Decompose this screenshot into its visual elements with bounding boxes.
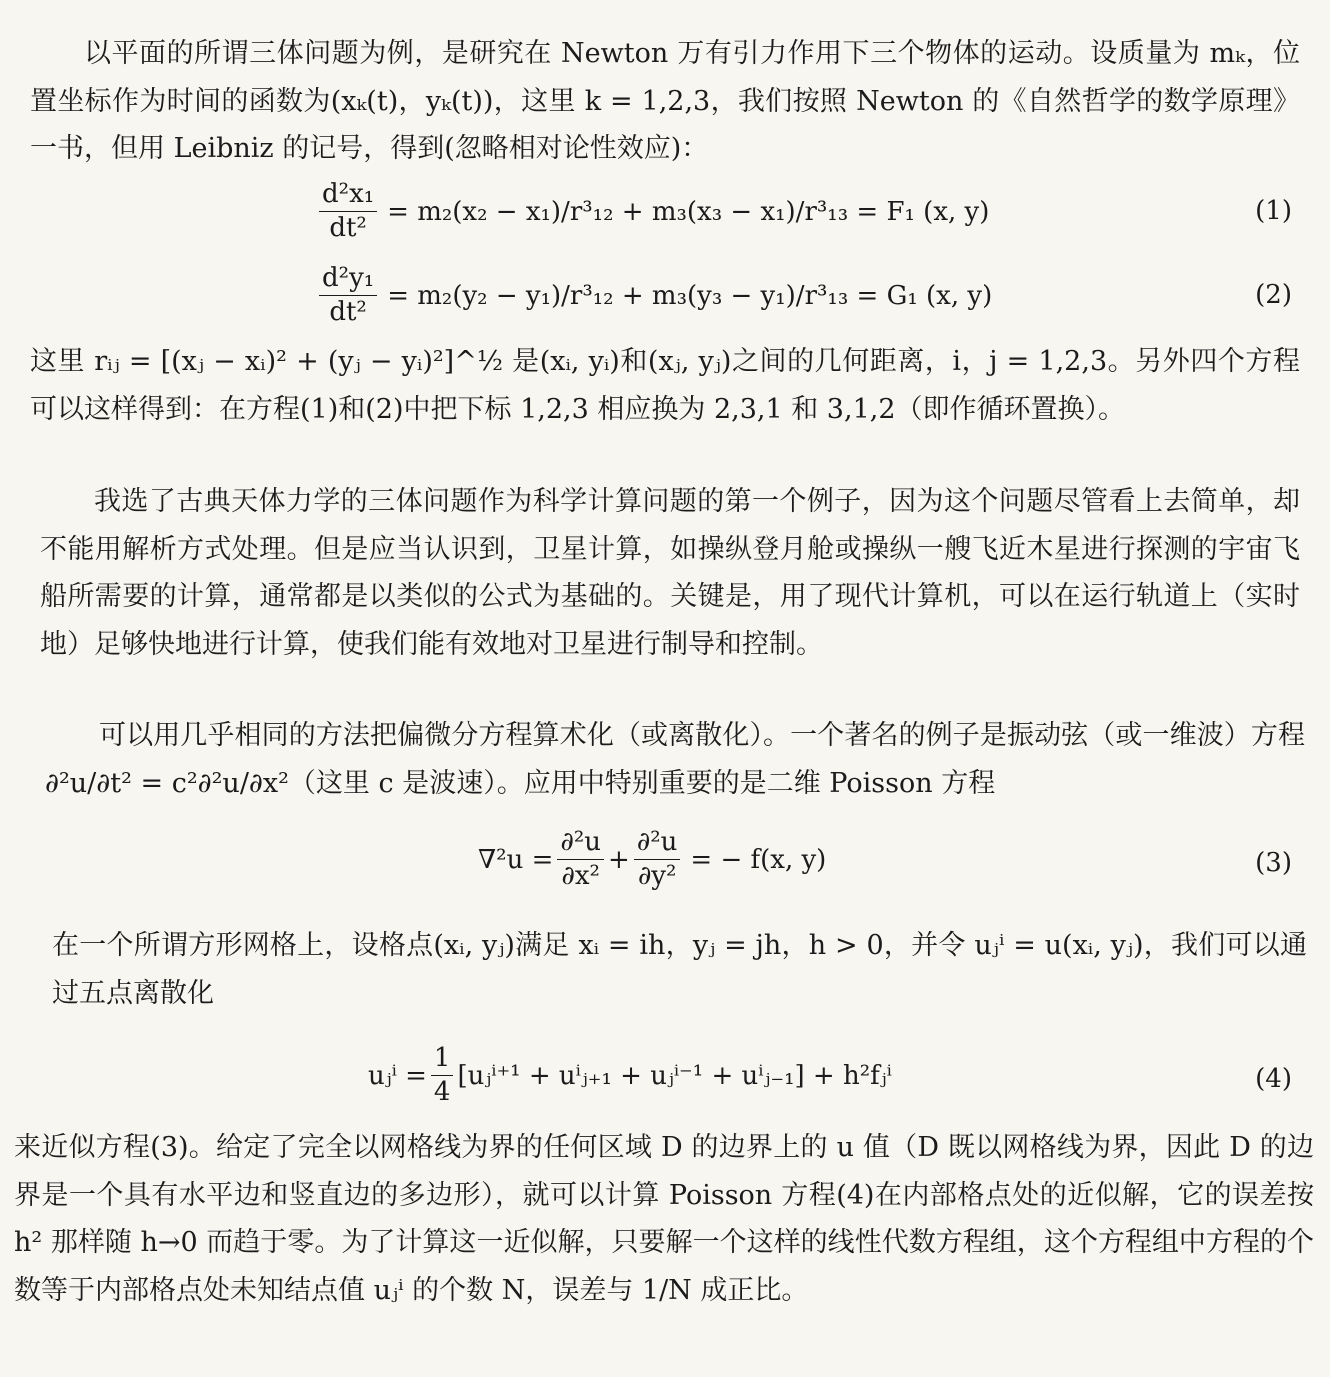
equation-3-fraction-x — [557, 828, 604, 892]
equation-4-lhs: uⱼⁱ = — [368, 1060, 427, 1091]
equation-2 — [0, 264, 1330, 326]
paragraph-discretization-error: 来近似方程(3)。给定了完全以网格线为界的任何区域 D 的边界上的 u 值（D 既以网格线为界，因此 D 的边界是一个具有水平边和竖直边的多边形），就可以计算 Poisson 方程(4)在内部格点处的近似解，它的误差按 h² 那样随 h→0 而趋于零。为了计算这一近似解，只要解一个这样的线性代数方程组，这个方程组中方程的个数等于内部格点处未知结点值 uⱼⁱ 的个数 N，误差与 1/N 成正比。 — [14, 1132, 1314, 1306]
equation-1-label: (1) — [1255, 196, 1292, 226]
equation-3-fraction-y-numerator: ∂²u — [634, 828, 681, 860]
equation-2-fraction — [319, 264, 377, 328]
equation-4-fraction-numerator: 1 — [431, 1044, 454, 1076]
equation-1-fraction — [319, 180, 377, 244]
equation-4-rhs: [uⱼⁱ⁺¹ + uⁱⱼ₊₁ + uⱼⁱ⁻¹ + uⁱⱼ₋₁] + h²fⱼⁱ — [457, 1060, 892, 1091]
equation-2-label: (2) — [1255, 280, 1292, 310]
equation-2-denominator: dt² — [329, 296, 367, 327]
equation-4-fraction-denominator: 4 — [433, 1076, 451, 1107]
equation-3-fraction-x-numerator: ∂²u — [557, 828, 604, 860]
equation-4-fraction — [431, 1044, 454, 1108]
paragraph-grid-definition: 在一个所谓方形网格上，设格点(xᵢ, yⱼ)满足 xᵢ = ih，yⱼ = jh，h > 0，并令 uⱼⁱ = u(xᵢ, yⱼ)，我们可以通过五点离散化 — [52, 930, 1307, 1009]
equation-1-denominator: dt² — [329, 212, 367, 243]
equation-3-lhs: ∇²u = — [478, 844, 554, 875]
equation-3-fraction-y — [634, 828, 681, 892]
paragraph-distance-definition: 这里 rᵢⱼ = [(xⱼ − xᵢ)² + (yⱼ − yᵢ)²]^½ 是(xᵢ, yᵢ)和(xⱼ, yⱼ)之间的几何距离，i，j = 1,2,3。另外四个方程可以这样得到：在方程(1)和(2)中把下标 1,2,3 相应换为 2,3,1 和 3,1,2（即作循环置换）。 — [30, 346, 1300, 425]
equation-3-plus: + — [608, 844, 630, 875]
equation-3-rhs: = − f(x, y) — [690, 844, 827, 875]
equation-4 — [0, 1044, 1330, 1114]
equation-3 — [0, 828, 1330, 898]
equation-3-label: (3) — [1255, 848, 1292, 878]
equation-2-numerator: d²y₁ — [319, 264, 377, 296]
paragraph-three-body-intro: 以平面的所谓三体问题为例，是研究在 Newton 万有引力作用下三个物体的运动。设质量为 mₖ，位置坐标作为时间的函数为(xₖ(t)，yₖ(t))，这里 k = 1,2,3，我们按照 Newton 的《自然哲学的数学原理》一书，但用 Leibniz 的记号，得到(忽略相对论性效应)： — [30, 38, 1300, 164]
equation-1 — [0, 180, 1330, 242]
paragraph-pde-intro: 可以用几乎相同的方法把偏微分方程算术化（或离散化）。一个著名的例子是振动弦（或一维波）方程 ∂²u/∂t² = c²∂²u/∂x²（这里 c 是波速）。应用中特别重要的是二维 Poisson 方程 — [45, 720, 1305, 799]
equation-4-label: (4) — [1255, 1064, 1292, 1094]
equation-1-rhs: = m₂(x₂ − x₁)/r³₁₂ + m₃(x₃ − x₁)/r³₁₃ = F₁ (x, y) — [387, 196, 990, 227]
equation-1-numerator: d²x₁ — [319, 180, 377, 212]
paragraph-celestial-mechanics: 我选了古典天体力学的三体问题作为科学计算问题的第一个例子，因为这个问题尽管看上去简单，却不能用解析方式处理。但是应当认识到，卫星计算，如操纵登月舱或操纵一艘飞近木星进行探测的宇宙飞船所需要的计算，通常都是以类似的公式为基础的。关键是，用了现代计算机，可以在运行轨道上（实时地）足够快地进行计算，使我们能有效地对卫星进行制导和控制。 — [40, 486, 1300, 660]
equation-2-rhs: = m₂(y₂ − y₁)/r³₁₂ + m₃(y₃ − y₁)/r³₁₃ = G₁ (x, y) — [387, 280, 993, 311]
equation-3-fraction-x-denominator: ∂x² — [561, 860, 600, 891]
equation-3-fraction-y-denominator: ∂y² — [637, 860, 677, 891]
